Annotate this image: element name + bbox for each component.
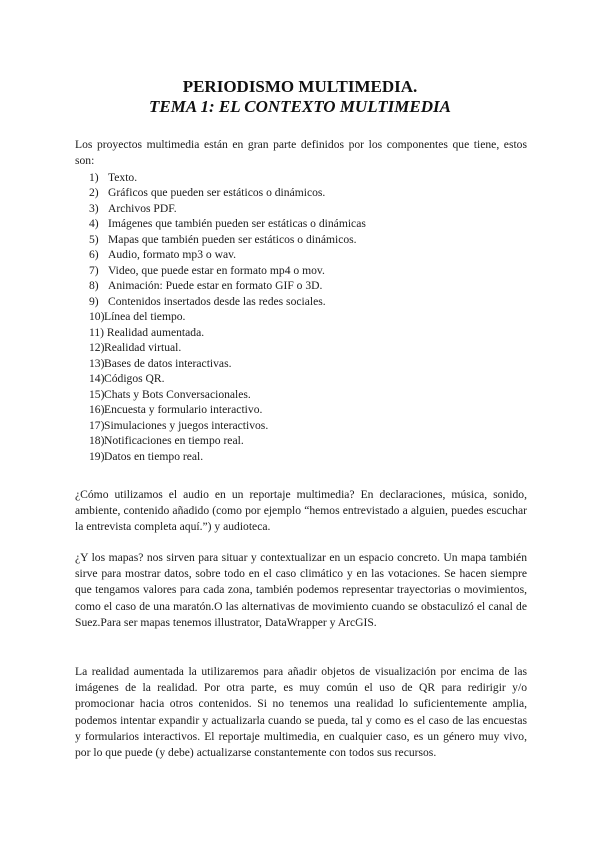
list-item-text: Encuesta y formulario interactivo.	[104, 403, 263, 416]
list-item	[75, 449, 366, 465]
list-item	[75, 216, 366, 232]
list-item-number: 15)	[89, 387, 105, 401]
list-item	[75, 387, 366, 403]
list-item-text: Simulaciones y juegos interactivos.	[104, 418, 269, 432]
list-item-number: 2)	[89, 186, 99, 199]
list-item	[75, 278, 366, 294]
components-list	[75, 170, 366, 465]
list-item-number: 7)	[89, 263, 99, 277]
list-item	[75, 433, 366, 449]
list-item-text: Animación: Puede estar en formato GIF o 3D.	[108, 279, 323, 292]
intro-paragraph: Los proyectos multimedia están en gran parte definidos por los componentes que tiene, estos son:	[75, 138, 527, 168]
list-item	[75, 418, 366, 434]
list-item-text: Imágenes que también pueden ser estáticas o dinámicas	[108, 217, 366, 230]
page-subtitle: TEMA 1: EL CONTEXTO MULTIMEDIA	[149, 97, 451, 116]
list-item-text: Datos en tiempo real.	[104, 449, 204, 463]
list-item-text: Audio, formato mp3 o wav.	[108, 248, 237, 261]
list-item-number: 14)	[89, 372, 105, 385]
list-item-text: Video, que puede estar en formato mp4 o mov.	[108, 263, 325, 277]
page-title: PERIODISMO MULTIMEDIA.	[182, 77, 418, 96]
list-item	[75, 185, 366, 201]
list-item-text: Notificaciones en tiempo real.	[104, 434, 244, 447]
list-item-text: Archivos PDF.	[108, 201, 177, 215]
list-item	[75, 170, 366, 186]
list-item	[75, 356, 366, 372]
list-item-number: 19)	[89, 449, 105, 463]
list-item-number: 10)	[89, 310, 105, 323]
augmented-reality-paragraph: La realidad aumentada la utilizaremos para añadir objetos de visualización por encima de las imágenes de la realidad. Por otra parte, es muy común el uso de QR para redirigir y/o promocionar hacia otros contenidos. Si no tenemos una realidad lo suficientemente amplia, podemos intentar expandir y actualizarla cuando se pueda, tal y como es el caso de las encuestas y formularios interactivos. El reportaje multimedia, en cualquier caso, es un género muy vivo, por lo que puede (y debe) actualizarse constantemente con todos sus recursos.	[75, 665, 527, 760]
list-item-text: Bases de datos interactivas.	[104, 356, 232, 370]
audio-paragraph: ¿Cómo utilizamos el audio en un reportaje multimedia? En declaraciones, música, sonido, ambiente, contenido añadido (como por ejemplo “hemos entrevistado a alguien, puedes escuchar la entrevista completa aquí.”) y audioteca.	[75, 488, 527, 534]
maps-paragraph: ¿Y los mapas? nos sirven para situar y contextualizar en un espacio concreto. Un mapa también sirve para mostrar datos, sobre todo en el caso climático y en las votaciones. Se hacen siempre que tengamos valores para cada zona, también podemos representar trayectorias o movimientos, como el caso de una maratón.O las alternativas de movimiento cuando se obstaculizó el canal de Suez.Para ser mapas tenemos illustrator, DataWrapper y ArcGIS.	[75, 551, 527, 629]
list-item-number: 9)	[89, 294, 99, 308]
list-item	[75, 340, 366, 356]
list-item	[75, 294, 366, 310]
list-item-number: 16)	[89, 403, 105, 416]
list-item-number: 1)	[89, 170, 99, 184]
list-item-text: Texto.	[108, 170, 138, 184]
list-item	[75, 232, 366, 248]
list-item	[75, 247, 366, 263]
list-item-number: 3)	[89, 201, 99, 215]
list-item	[75, 263, 366, 279]
list-item-text: Gráficos que pueden ser estáticos o dinámicos.	[108, 186, 326, 199]
list-item-text: Contenidos insertados desde las redes sociales.	[108, 294, 326, 308]
list-item-text: Realidad aumentada.	[104, 325, 205, 339]
list-item-number: 8)	[89, 279, 99, 292]
list-item-number: 18)	[89, 434, 105, 447]
list-item	[75, 201, 366, 217]
list-item-number: 5)	[89, 232, 99, 246]
list-item-text: Realidad virtual.	[104, 341, 182, 354]
list-item	[75, 309, 366, 325]
list-item-number: 6)	[89, 248, 99, 261]
list-item	[75, 402, 366, 418]
list-item-number: 12)	[89, 341, 105, 354]
list-item-text: Chats y Bots Conversacionales.	[104, 387, 251, 401]
list-item-number: 17)	[89, 418, 105, 432]
list-item-number: 11)	[89, 325, 105, 339]
list-item	[75, 325, 366, 341]
list-item-number: 4)	[89, 217, 99, 230]
list-item-text: Códigos QR.	[104, 372, 165, 385]
list-item-text: Línea del tiempo.	[104, 310, 186, 323]
list-item	[75, 371, 366, 387]
list-item-number: 13)	[89, 356, 105, 370]
list-item-text: Mapas que también pueden ser estáticos o dinámicos.	[108, 232, 357, 246]
